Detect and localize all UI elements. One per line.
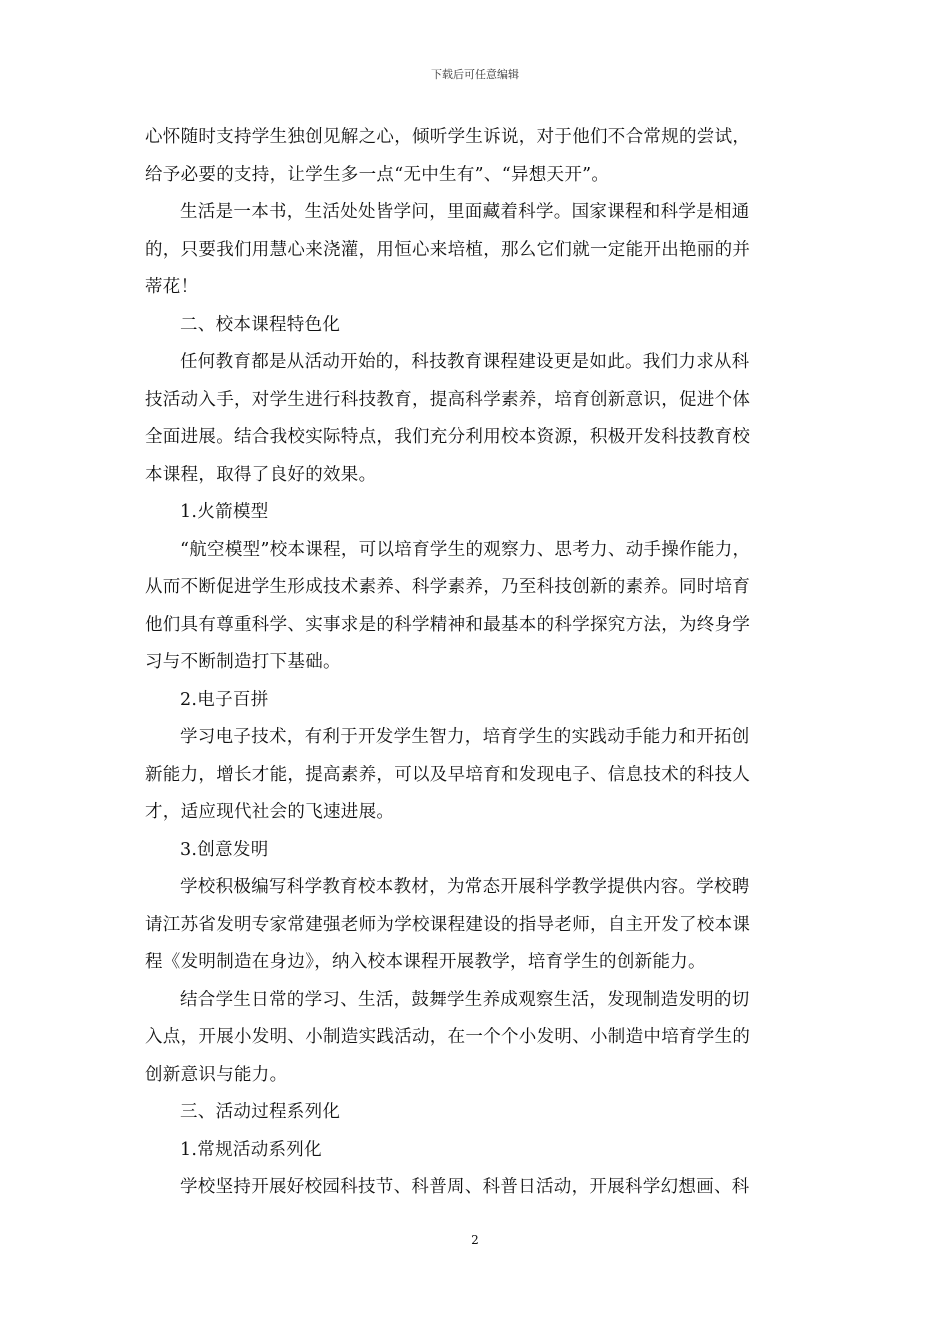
text-line: 技活动入手，对学生进行科技教育，提高科学素养，培育创新意识，促进个体 bbox=[145, 389, 751, 410]
text-line: 二、校本课程特色化 bbox=[180, 314, 341, 335]
text-line: 学习电子技术，有利于开发学生智力，培育学生的实践动手能力和开拓创 bbox=[180, 727, 750, 747]
text-line: 任何教育都是从活动开始的，科技教育课程建设更是如此。我们力求从科 bbox=[180, 352, 750, 372]
page-number: 2 bbox=[471, 1233, 479, 1247]
text-line: 3.创意发明 bbox=[180, 839, 269, 860]
text-line: 才，适应现代社会的飞速进展。 bbox=[145, 802, 395, 822]
text-line: 他们具有尊重科学、实事求是的科学精神和最基本的科学探究方法，为终身学 bbox=[145, 614, 751, 635]
text-line: 入点，开展小发明、小制造实践活动，在一个个小发明、小制造中培育学生的 bbox=[145, 1027, 751, 1047]
text-line: 给予必要的支持，让学生多一点“无中生有”、“异想天开”。 bbox=[145, 164, 610, 185]
text-line: 2.电子百拼 bbox=[180, 689, 269, 710]
text-line: 学校坚持开展好校园科技节、科普周、科普日活动，开展科学幻想画、科 bbox=[180, 1177, 750, 1197]
text-line: 新能力，增长才能，提高素养，可以及早培育和发现电子、信息技术的科技人 bbox=[145, 764, 751, 785]
text-line: 创新意识与能力。 bbox=[145, 1064, 288, 1085]
text-line: 请江苏省发明专家常建强老师为学校课程建设的指导老师，自主开发了校本课 bbox=[145, 914, 751, 935]
text-line: 三、活动过程系列化 bbox=[180, 1102, 341, 1122]
text-line: 习与不断制造打下基础。 bbox=[145, 652, 341, 672]
text-line: 本课程，取得了良好的效果。 bbox=[145, 464, 377, 485]
text-line: 学校积极编写科学教育校本教材，为常态开展科学教学提供内容。学校聘 bbox=[180, 877, 750, 897]
text-line: 从而不断促进学生形成技术素养、科学素养，乃至科技创新的素养。同时培育 bbox=[145, 577, 751, 597]
document-body bbox=[145, 119, 807, 1207]
text-line: 的，只要我们用慧心来浇灌，用恒心来培植，那么它们就一定能开出艳丽的并 bbox=[145, 239, 751, 260]
text-line: 1.火箭模型 bbox=[180, 502, 269, 522]
text-line: 1.常规活动系列化 bbox=[180, 1139, 322, 1160]
text-line: 心怀随时支持学生独创见解之心，倾听学生诉说，对于他们不合常规的尝试， bbox=[145, 127, 751, 147]
text-line: 结合学生日常的学习、生活，鼓舞学生养成观察生活，发现制造发明的切 bbox=[180, 989, 750, 1010]
page-header: 下载后可任意编辑 bbox=[431, 68, 519, 81]
text-line: 程《发明制造在身边》，纳入校本课程开展教学，培育学生的创新能力。 bbox=[145, 952, 706, 972]
text-line: 生活是一本书，生活处处皆学问，里面藏着科学。国家课程和科学是相通 bbox=[180, 202, 750, 222]
text-line: 全面进展。结合我校实际特点，我们充分利用校本资源，积极开发科技教育校 bbox=[145, 427, 751, 447]
text-line: “航空模型”校本课程，可以培育学生的观察力、思考力、动手操作能力， bbox=[180, 539, 751, 560]
text-line: 蒂花！ bbox=[145, 277, 199, 297]
